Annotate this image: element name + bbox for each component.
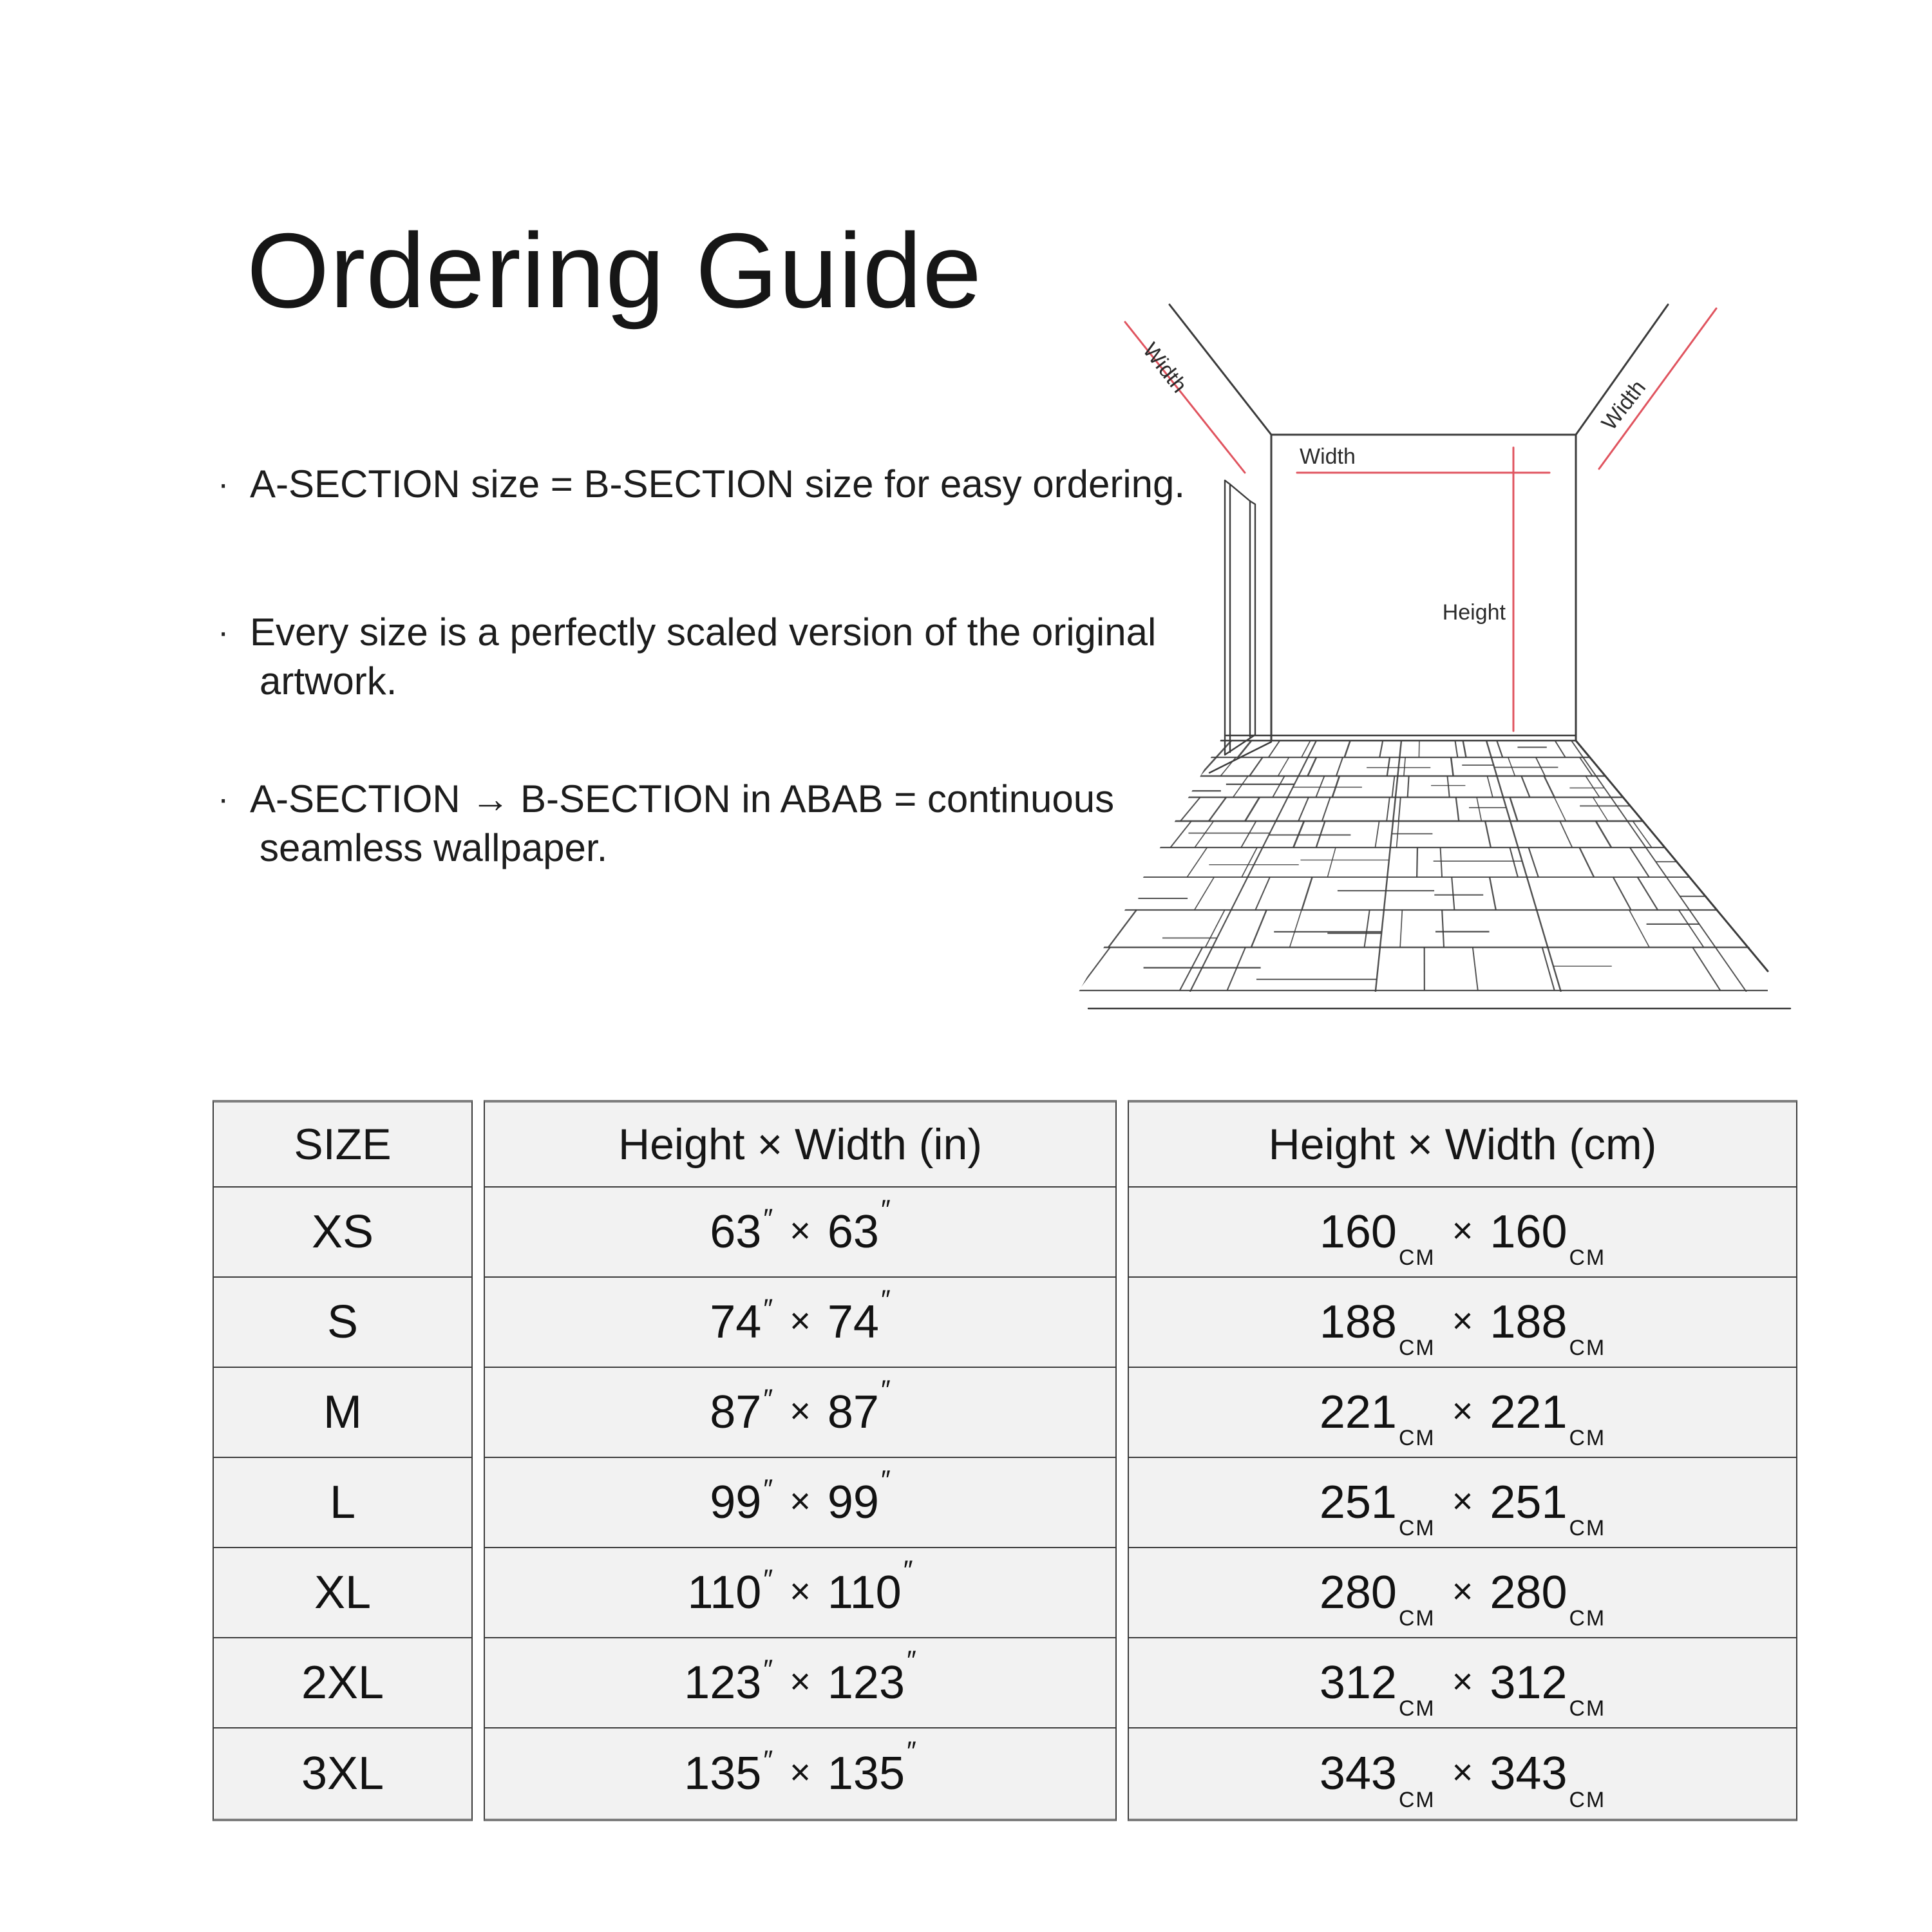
bullet-item bbox=[218, 775, 1114, 873]
size-cell: S bbox=[214, 1278, 471, 1368]
cm-cell: 188 CM × 188 CM bbox=[1129, 1278, 1796, 1368]
ceiling-edge-left bbox=[1170, 305, 1271, 435]
table-header-cm: Height × Width (cm) bbox=[1129, 1103, 1796, 1188]
size-cell: L bbox=[214, 1458, 471, 1548]
diagram-width-label-left: Width bbox=[1137, 338, 1192, 398]
inches-cell: 110 ″ × 110 ″ bbox=[485, 1548, 1115, 1638]
size-table-column-cm bbox=[1128, 1100, 1797, 1821]
page-title: Ordering Guide bbox=[247, 211, 983, 330]
size-cell: 3XL bbox=[301, 1748, 384, 1799]
bullet-dot: · bbox=[218, 614, 229, 651]
inches-cell: 135 ″ × 135 ″ bbox=[684, 1735, 916, 1799]
diagram-width-label-right: Width bbox=[1596, 375, 1651, 435]
cm-cell: 221 CM × 221 CM bbox=[1129, 1368, 1796, 1458]
table-header-size: SIZE bbox=[214, 1103, 471, 1188]
bullet-text: A-SECTION size = B-SECTION size for easy ordering. bbox=[250, 462, 1186, 506]
door bbox=[1225, 480, 1255, 755]
size-cell: XS bbox=[214, 1188, 471, 1278]
bullet-dot: · bbox=[218, 781, 229, 818]
bullet-item bbox=[218, 460, 1185, 509]
size-table-column-inches bbox=[484, 1100, 1117, 1821]
size-cell: M bbox=[214, 1368, 471, 1458]
size-table-column-size bbox=[213, 1100, 473, 1821]
diagram-width-label-back-wall: Width bbox=[1300, 444, 1356, 469]
cm-cell: 160 CM × 160 CM bbox=[1129, 1188, 1796, 1278]
baseboard bbox=[1221, 735, 1576, 741]
cm-cell: 312 CM × 312 CM bbox=[1129, 1638, 1796, 1728]
inches-cell: 123 ″ × 123 ″ bbox=[485, 1638, 1115, 1728]
cm-cell: 251 CM × 251 CM bbox=[1129, 1458, 1796, 1548]
width-measure-line-left-wall bbox=[1125, 322, 1245, 473]
floor-wall-junction-right bbox=[1576, 741, 1768, 971]
cm-cell: 343 CM × 343 CM bbox=[1319, 1748, 1606, 1812]
bullet-text: Every size is a perfectly scaled version of the original artwork. bbox=[250, 611, 1157, 703]
inches-cell: 99 ″ × 99 ″ bbox=[485, 1458, 1115, 1548]
parquet-floor bbox=[1063, 741, 1868, 992]
bullet-dot: · bbox=[218, 466, 229, 503]
bullet-text: A-SECTION → B-SECTION in ABAB = continuous seamless wallpaper. bbox=[250, 777, 1115, 869]
cm-cell: 280 CM × 280 CM bbox=[1129, 1548, 1796, 1638]
inches-cell: 63 ″ × 63 ″ bbox=[485, 1188, 1115, 1278]
back-wall-outline bbox=[1271, 435, 1576, 741]
table-header-inches: Height × Width (in) bbox=[485, 1103, 1115, 1188]
inches-cell: 87 ″ × 87 ″ bbox=[485, 1368, 1115, 1458]
size-cell: XL bbox=[214, 1548, 471, 1638]
width-measure-line-right-wall bbox=[1596, 308, 1716, 469]
room-perspective-diagram bbox=[1063, 245, 1868, 1050]
size-table bbox=[213, 1100, 1797, 1821]
inches-cell: 74 ″ × 74 ″ bbox=[485, 1278, 1115, 1368]
size-cell: 2XL bbox=[214, 1638, 471, 1728]
bullet-item bbox=[218, 608, 1156, 706]
diagram-height-label: Height bbox=[1442, 600, 1506, 625]
